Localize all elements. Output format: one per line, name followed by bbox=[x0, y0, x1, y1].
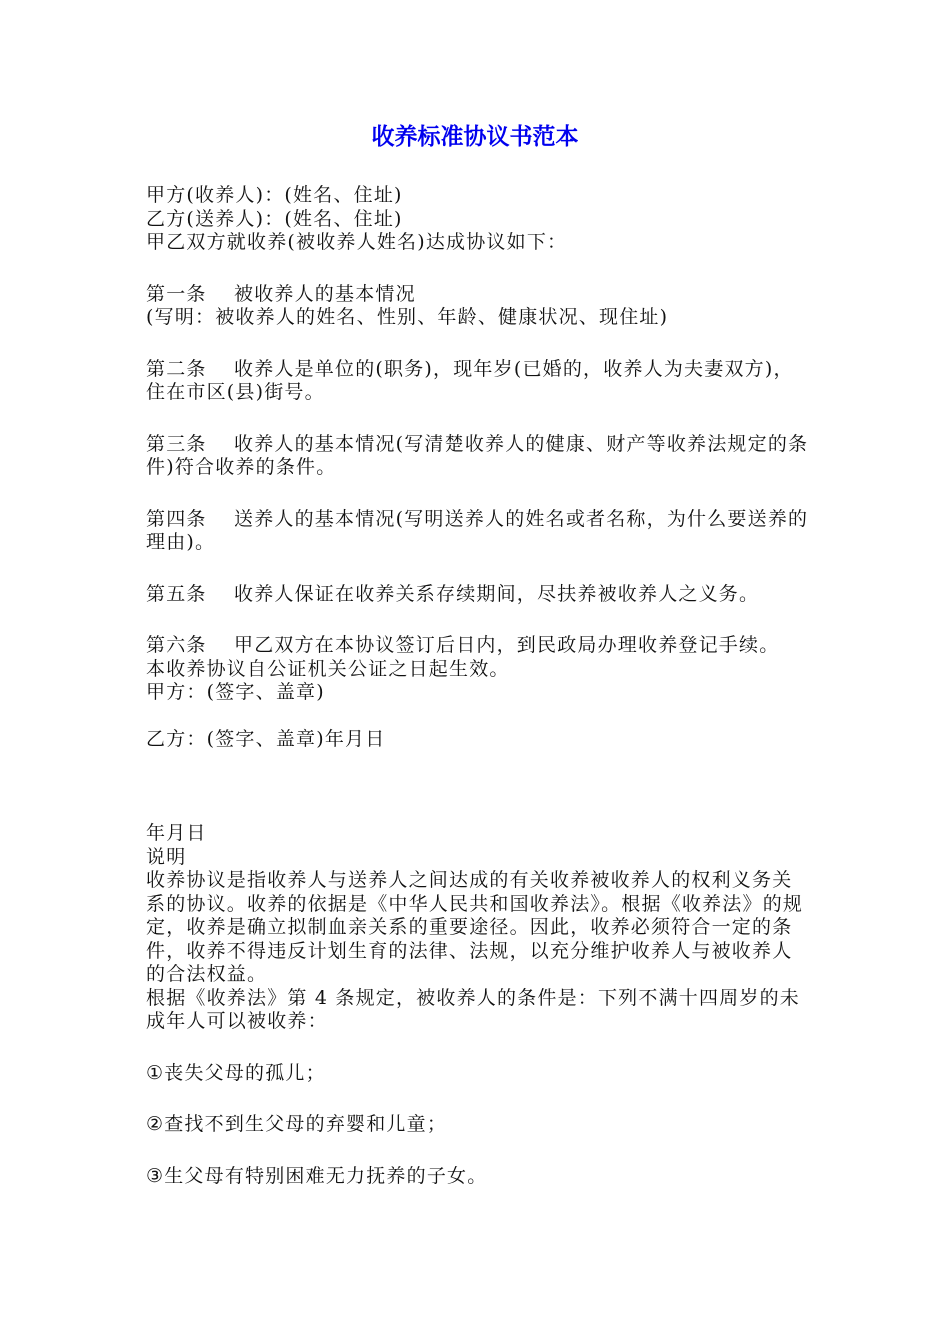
date-line: 年月日 bbox=[146, 822, 207, 844]
article-label: 第六条 bbox=[146, 634, 207, 656]
item-marker: ① bbox=[146, 1061, 165, 1084]
article-text: 甲乙双方在本协议签订后日内，到民政局办理收养登记手续。 bbox=[234, 634, 780, 656]
article-6 bbox=[146, 634, 810, 658]
article-text: 收养人是单位的(职务)，现年岁(已婚的，收养人为夫妻双方)，住在市区(县)街号。 bbox=[146, 357, 794, 403]
item-marker: ③ bbox=[146, 1164, 165, 1187]
document-title: 收养标准协议书范本 bbox=[371, 124, 579, 150]
condition-item-3 bbox=[146, 1165, 810, 1189]
article-5 bbox=[146, 583, 810, 607]
article-label: 第五条 bbox=[146, 582, 207, 605]
party-b-signature: 乙方：(签字、盖章)年月日 bbox=[146, 727, 386, 750]
party-a-signature: 甲方：(签字、盖章) bbox=[146, 681, 325, 703]
condition-text: 查找不到生父母的弃婴和儿童； bbox=[164, 1113, 448, 1135]
article-text: 收养人的基本情况(写清楚收养人的健康、财产等收养法规定的条件)符合收养的条件。 bbox=[146, 432, 809, 478]
article-text: 送养人的基本情况(写明送养人的姓名或者名称，为什么要送养的理由)。 bbox=[146, 507, 809, 553]
article-label: 第四条 bbox=[146, 507, 207, 530]
article-2 bbox=[146, 358, 810, 405]
explanation-paragraph: 根据《收养法》第 4 条规定，被收养人的条件是：下列不满十四周岁的未成年人可以被收养： bbox=[146, 986, 800, 1032]
article-3 bbox=[146, 433, 810, 480]
party-a-line: 甲方(收养人)：(姓名、住址) bbox=[146, 184, 403, 206]
article-text: 收养人保证在收养关系存续期间，尽扶养被收养人之义务。 bbox=[234, 582, 760, 605]
condition-item-1 bbox=[146, 1062, 810, 1086]
condition-text: 丧失父母的孤儿； bbox=[164, 1061, 326, 1084]
condition-item-2 bbox=[146, 1113, 810, 1137]
article-text: 被收养人的基本情况 bbox=[234, 282, 416, 305]
effective-clause: 本收养协议自公证机关公证之日起生效。 bbox=[146, 657, 510, 680]
article-4 bbox=[146, 508, 810, 555]
party-b-line: 乙方(送养人)：(姓名、住址) bbox=[146, 207, 403, 230]
explanation-heading: 说明 bbox=[146, 845, 187, 868]
document-body bbox=[146, 184, 810, 1188]
item-marker: ② bbox=[146, 1113, 165, 1135]
agreement-intro: 甲乙双方就收养(被收养人姓名)达成协议如下： bbox=[146, 231, 568, 253]
article-1 bbox=[146, 283, 810, 330]
explanation-paragraph: 收养协议是指收养人与送养人之间达成的有关收养被收养人的权利义务关系的协议。收养的依据是《中华人民共和国收养法》。根据《收养法》的规定，收养是确立拟制血亲关系的重要途径。因此，收养必须符合一定的条件，收养不得违反计划生育的法律、法规，以充分维护收养人与被收养人的合法权益。 bbox=[146, 869, 804, 985]
article-note: (写明：被收养人的姓名、性别、年龄、健康状况、现住址) bbox=[146, 306, 669, 328]
article-label: 第二条 bbox=[146, 357, 207, 380]
article-label: 第三条 bbox=[146, 432, 207, 455]
condition-text: 生父母有特别困难无力抚养的子女。 bbox=[164, 1164, 488, 1187]
article-label: 第一条 bbox=[146, 282, 207, 305]
